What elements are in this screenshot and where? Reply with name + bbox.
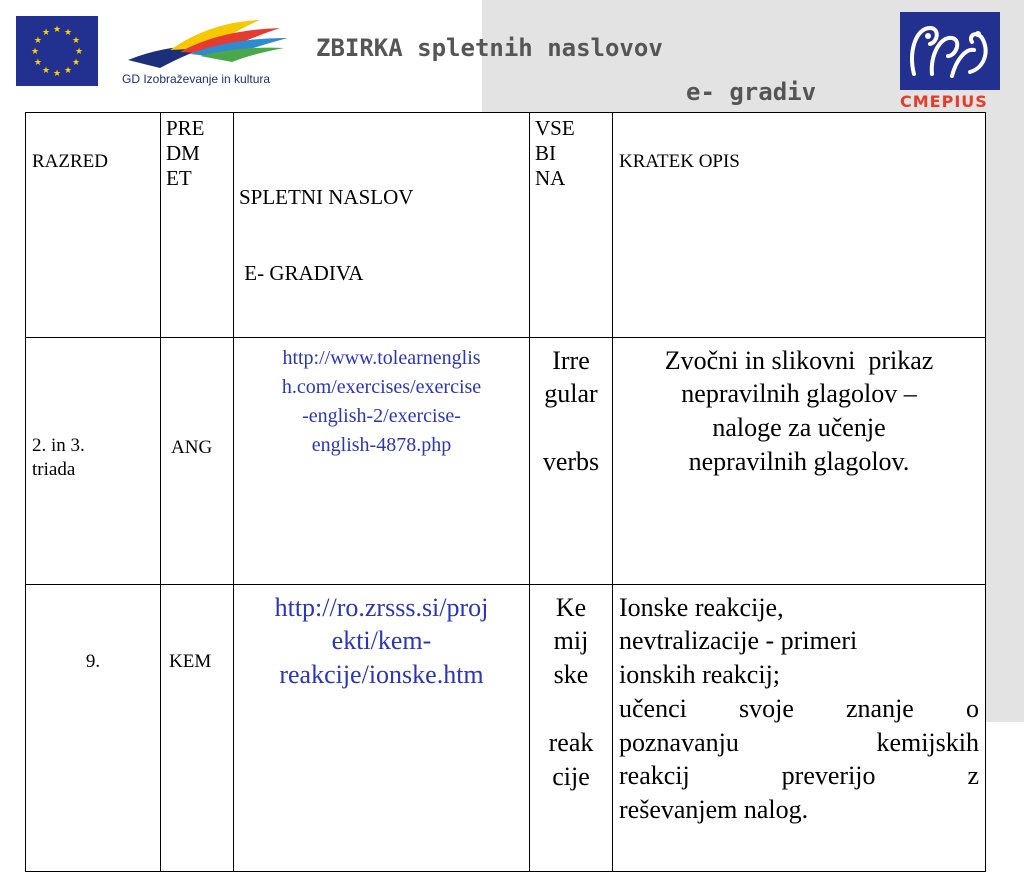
- header-vsebina-line-2: BI: [535, 141, 556, 166]
- eu-star-icon: ★: [63, 65, 73, 76]
- e-gradiva-table: [25, 112, 986, 872]
- eu-star-icon: ★: [72, 57, 81, 67]
- page-title-line-1: ZBIRKA spletnih naslovov: [316, 34, 663, 62]
- table-row: [26, 337, 986, 584]
- header-naslov-line-1: SPLETNI NASLOV: [239, 185, 414, 210]
- row2-opis-line-2: nevtralizacije - primeri: [619, 626, 858, 656]
- row2-opis-line-6: reakcij preverijo z: [619, 761, 979, 791]
- row1-razred-line-1: 2. in 3.: [32, 434, 85, 456]
- row2-url-line-3: reakcije/ionske.htm: [279, 660, 484, 690]
- row1-url-line-3: -english-2/exercise-: [302, 404, 461, 427]
- cmepius-logo: [900, 12, 1014, 110]
- row1-url-line-4: english-4878.php: [311, 433, 452, 456]
- gd-logo-text: GD Izobraževanje in kultura: [122, 72, 271, 86]
- header-predmet-line-2: DM: [166, 141, 200, 166]
- row1-opis-line-2: nepravilnih glagolov –: [681, 379, 917, 409]
- eu-star-icon: ★: [33, 35, 42, 45]
- row1-razred-cell: [26, 337, 161, 584]
- eu-star-icon: ★: [33, 57, 42, 67]
- row1-predmet-cell: [161, 337, 234, 584]
- eu-star-icon: ★: [52, 68, 62, 78]
- header-cell-razred: [26, 113, 161, 338]
- row1-url-link[interactable]: [234, 344, 529, 460]
- row2-vsebina-line-2: mij: [553, 626, 589, 656]
- row2-vsebina-line-6: cije: [552, 761, 590, 791]
- row1-opis-line-3: naloge za učenje: [712, 413, 886, 443]
- row1-url-cell: [234, 337, 530, 584]
- row2-opis-line-5: poznavanju kemijskih: [619, 727, 979, 757]
- row1-opis-cell: [613, 337, 986, 584]
- eu-star-icon: ★: [41, 65, 51, 76]
- row2-predmet-cell: [161, 584, 234, 871]
- eu-star-icon: ★: [41, 26, 51, 37]
- row1-opis-line-1: Zvočni in slikovni prikaz: [664, 345, 934, 375]
- row1-vsebina-line-2: gular: [544, 379, 598, 409]
- header-cell-vsebina: [530, 113, 613, 338]
- row2-url-line-1: http://ro.zrsss.si/proj: [274, 592, 489, 622]
- row1-predmet: ANG: [171, 436, 213, 458]
- row1-vsebina-line-4: verbs: [542, 447, 600, 477]
- header-naslov-line-2: E- GRADIVA: [239, 260, 364, 285]
- row2-url-cell: [234, 584, 530, 871]
- row2-predmet: KEM: [169, 650, 212, 672]
- row1-vsebina-line-1: Irre: [552, 345, 590, 375]
- row1-razred-line-2: triada: [32, 459, 76, 481]
- row2-vsebina-line-5: reak: [548, 727, 594, 757]
- row2-razred-cell: [26, 584, 161, 871]
- header-razred-label: RAZRED: [32, 151, 108, 172]
- eu-star-icon: ★: [74, 46, 84, 56]
- table-row: [26, 584, 986, 871]
- header-cell-kratek-opis: [613, 113, 986, 338]
- eu-star-icon: ★: [63, 26, 73, 37]
- header-predmet-line-1: PRE: [166, 116, 205, 140]
- header-cell-spletni-naslov: [234, 113, 530, 338]
- row1-url-line-2: h.com/exercises/exercise: [281, 375, 482, 398]
- row1-vsebina-cell: [530, 337, 613, 584]
- page-title-line-2: e- gradiv: [686, 78, 817, 106]
- row2-razred: 9.: [85, 650, 101, 672]
- row2-vsebina-line-1: Ke: [555, 592, 587, 622]
- eu-flag-logo: [16, 16, 98, 86]
- header-predmet-line-3: ET: [166, 166, 192, 191]
- row2-vsebina-line-3: ske: [553, 660, 589, 690]
- table-header-row: [26, 113, 986, 338]
- eu-star-icon: ★: [52, 24, 62, 34]
- row2-vsebina-cell: [530, 584, 613, 871]
- row2-opis-line-4: učenci svoje znanje o: [619, 693, 979, 723]
- row2-url-line-2: ekti/kem-: [331, 626, 432, 656]
- row2-opis-line-1: Ionske reakcije,: [619, 592, 784, 622]
- header-vsebina-line-3: NA: [535, 166, 566, 191]
- cmepius-logo-text: CMEPIUS: [900, 92, 988, 111]
- row1-url-line-1: http://www.tolearnenglis: [282, 346, 481, 369]
- row2-opis-cell: [613, 584, 986, 871]
- cmepius-emblem: [900, 12, 1000, 90]
- header-vsebina-line-1: VSE: [535, 116, 575, 140]
- row1-opis-line-4: nepravilnih glagolov.: [688, 446, 910, 476]
- row2-url-link[interactable]: [234, 591, 529, 692]
- eu-star-icon: ★: [30, 46, 40, 56]
- row2-opis-line-7: reševanjem nalog.: [619, 795, 809, 825]
- eu-star-icon: ★: [72, 35, 81, 45]
- row2-opis-line-3: ionskih reakcij;: [619, 660, 781, 690]
- gd-ministry-logo: [120, 16, 290, 94]
- header-cell-predmet: [161, 113, 234, 338]
- header-opis-label: KRATEK OPIS: [619, 151, 740, 172]
